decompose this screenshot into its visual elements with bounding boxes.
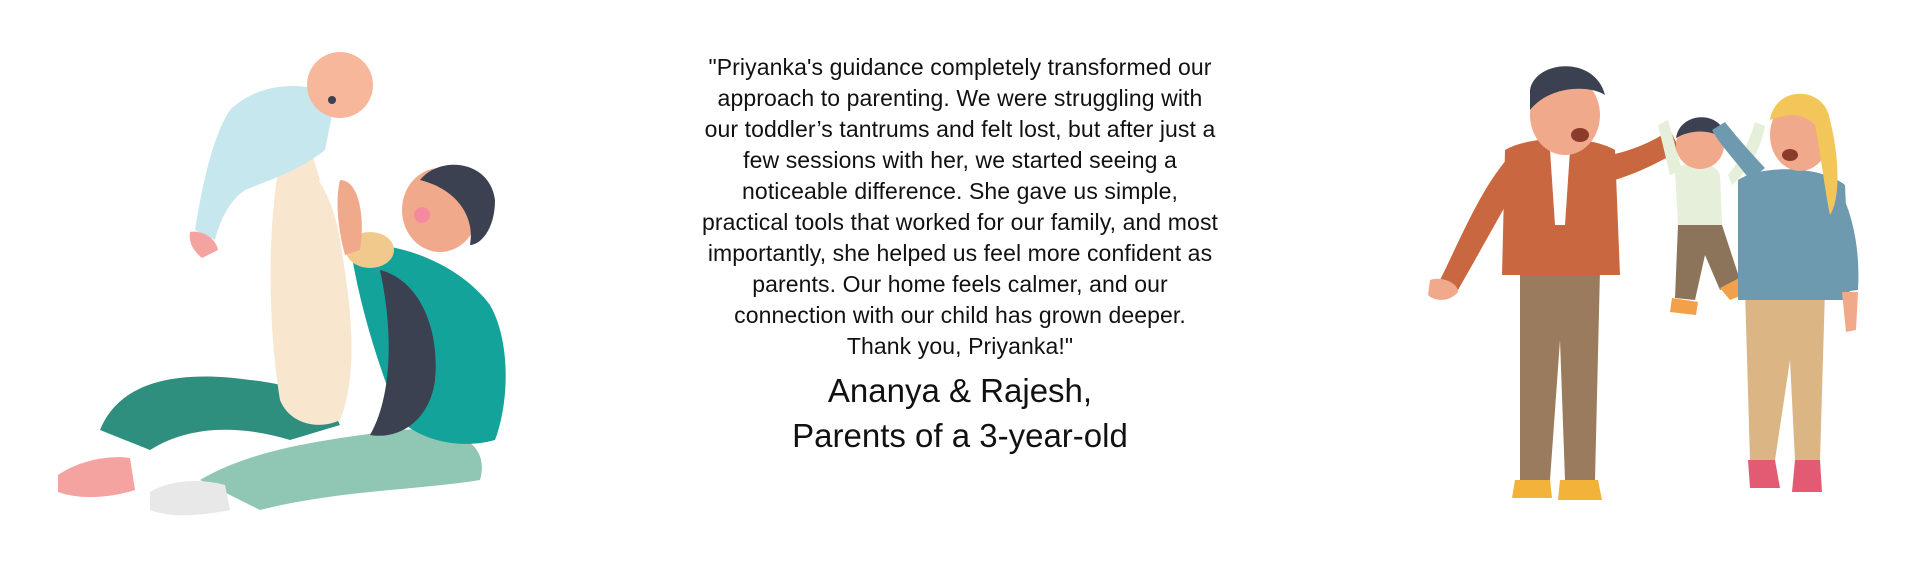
family-walking-illustration bbox=[1420, 40, 1880, 520]
testimonial bbox=[700, 52, 1220, 458]
testimonial-quote: "Priyanka's guidance completely transformed our approach to parenting. We were struggling with our toddler’s tantrums and felt lost, but after just a few sessions with her, we started seeing a noticeable difference. She gave us simple, practical tools that worked for our family, and most importantly, she helped us feel more confident as parents. Our home feels calmer, and our connection with our child has grown deeper. Thank you, Priyanka!" bbox=[701, 54, 1219, 359]
parent-lifting-baby-icon bbox=[40, 40, 540, 520]
parent-lifting-baby-illustration bbox=[40, 40, 540, 520]
author-name: Ananya & Rajesh, bbox=[827, 372, 1093, 409]
author-role: Parents of a 3-year-old bbox=[792, 417, 1128, 454]
family-walking-icon bbox=[1420, 40, 1880, 520]
testimonial-author bbox=[700, 368, 1220, 458]
